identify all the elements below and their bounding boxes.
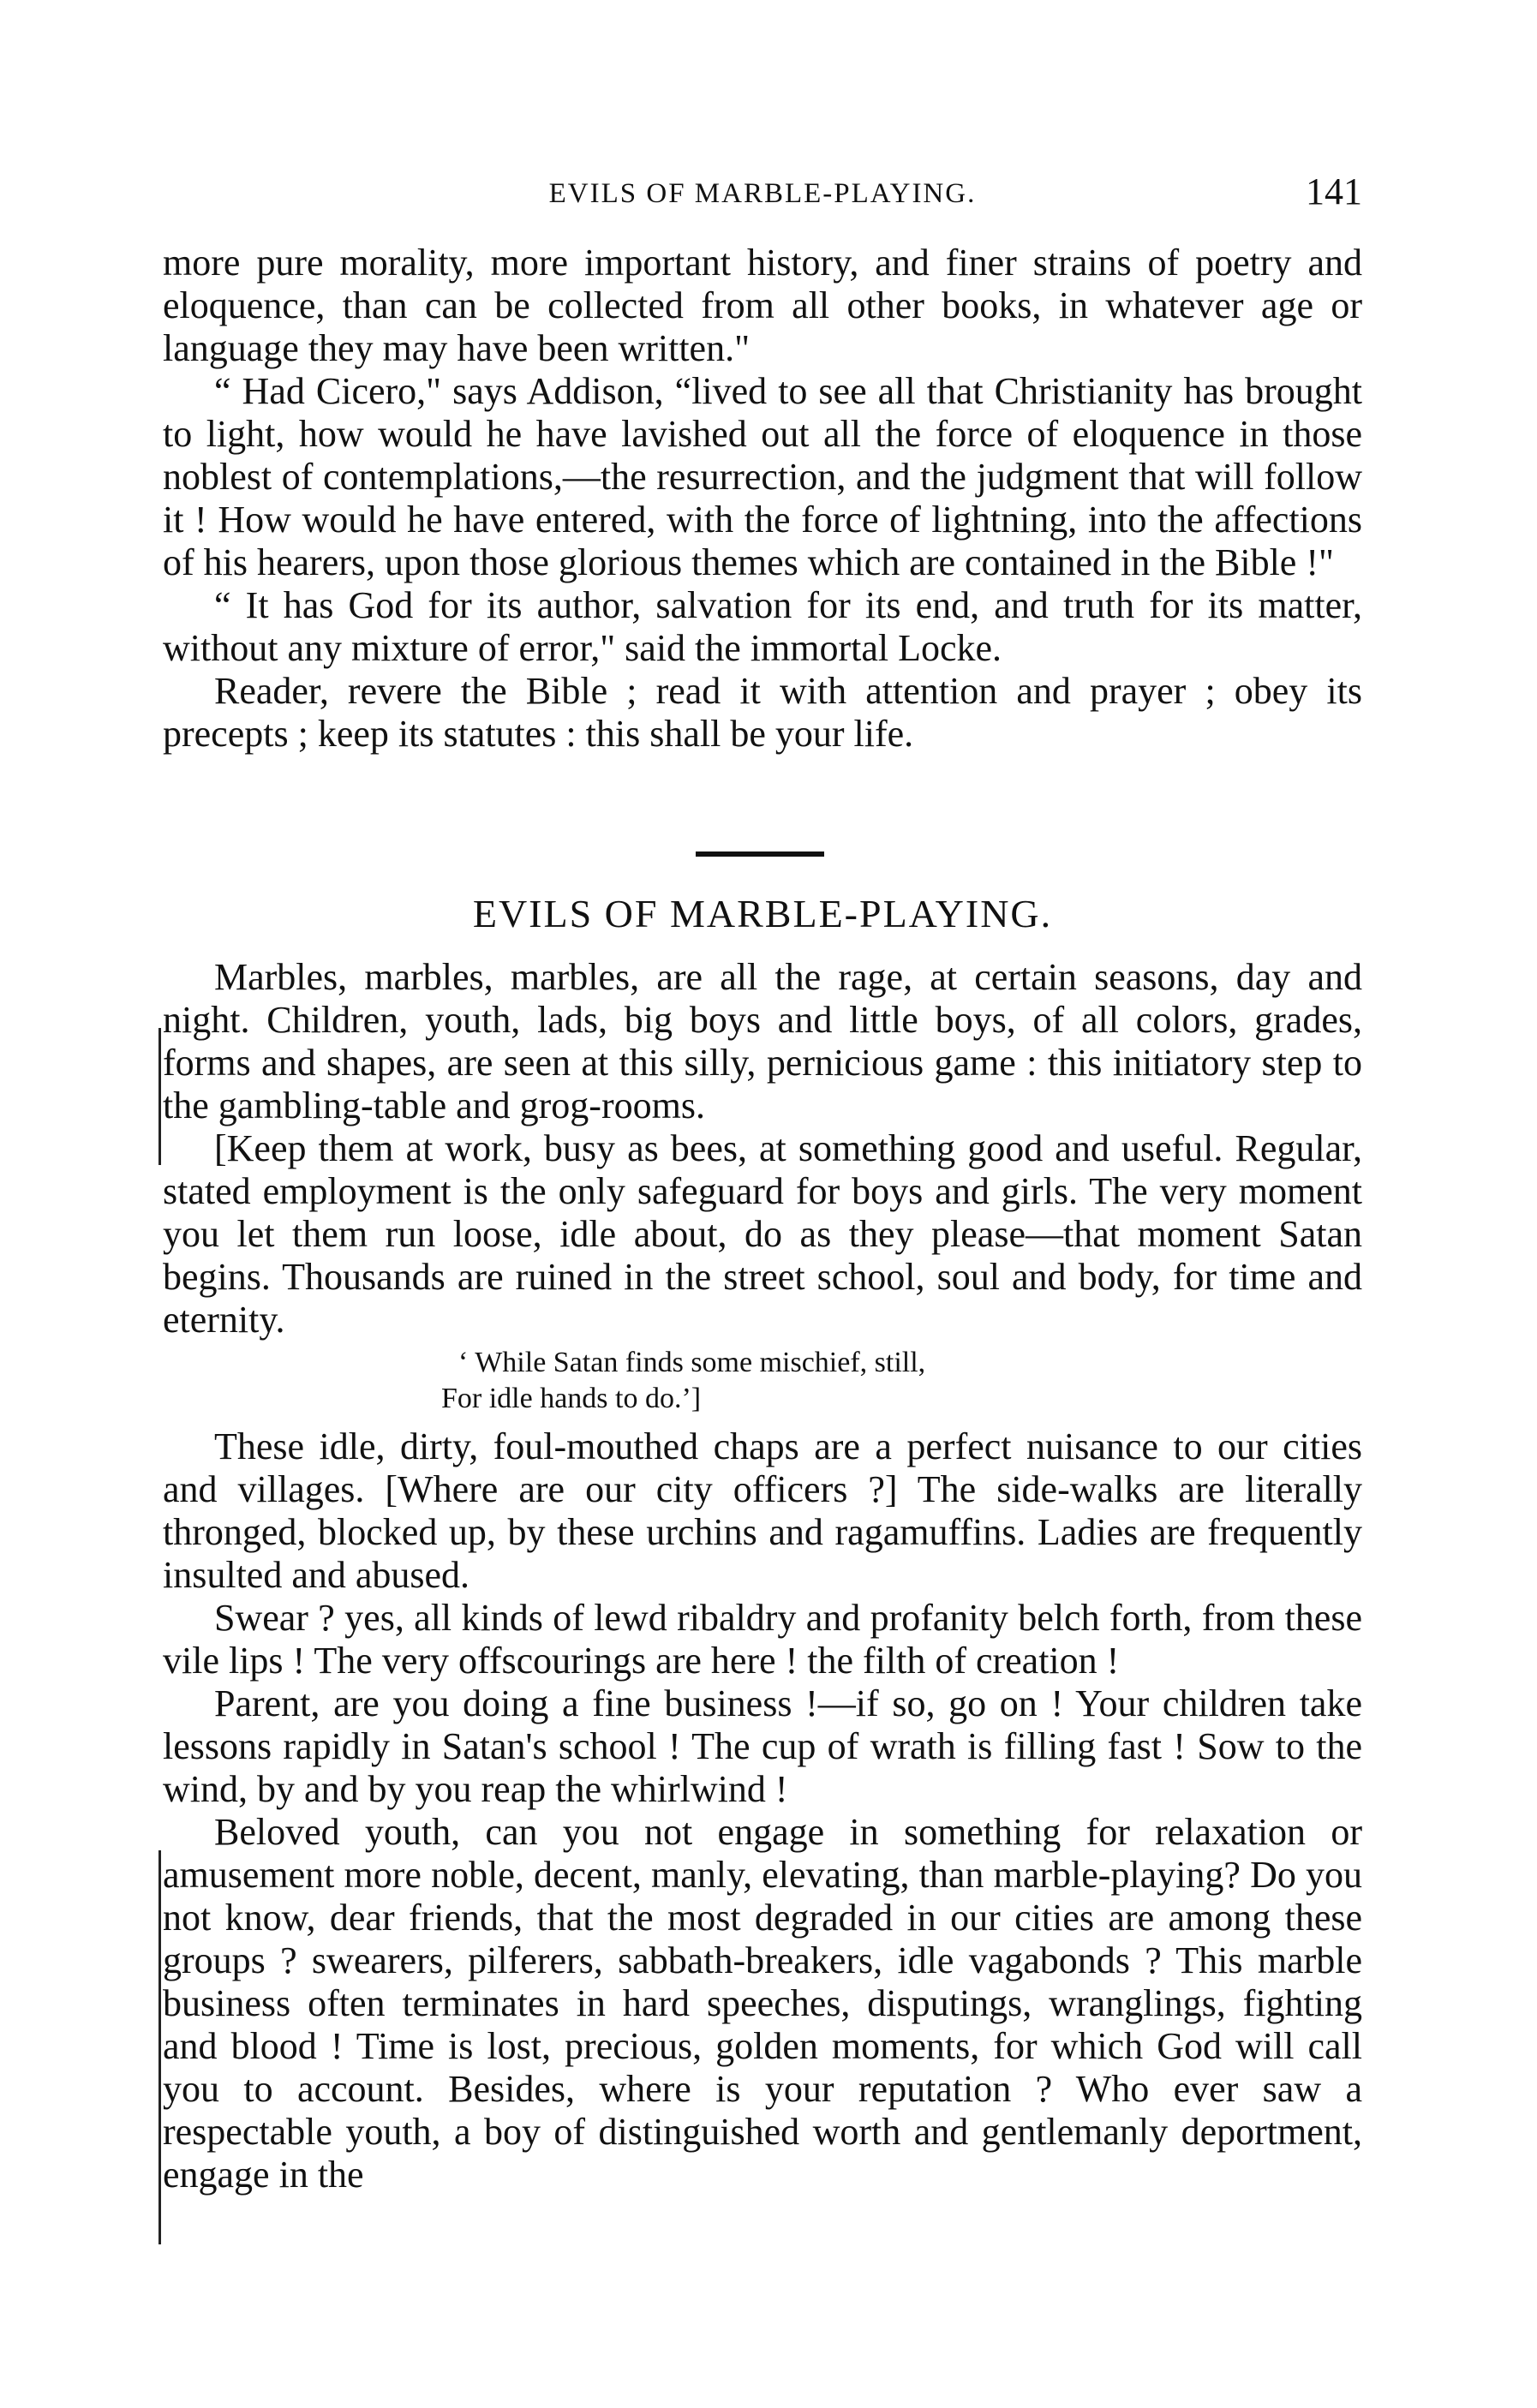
paragraph-continued: more pure morality, more important history, and finer strains of poetry and eloquence, than can be collected from all other books, in whatever age or language they may have been written."	[163, 242, 1362, 369]
running-head	[163, 170, 1362, 221]
paragraph-swear: Swear ? yes, all kinds of lewd ribaldry and profanity belch forth, from these vile lips ! The very offscourings are here ! the filth of creation !	[163, 1597, 1362, 1682]
verse-quote	[163, 1345, 1362, 1417]
section-divider-rule	[696, 851, 824, 857]
verse-line: For idle hands to do.’]	[441, 1383, 702, 1414]
page-number: 141	[1306, 170, 1362, 212]
margin-mark	[158, 1028, 161, 1165]
running-head-title: EVILS OF MARBLE-PLAYING.	[548, 178, 977, 209]
paragraph-locke-quote: “ It has God for its author, salvation for its end, and truth for its matter, without any mixture of error," said the immortal Locke.	[163, 584, 1362, 669]
paragraph-reader-exhortation: Reader, revere the Bible ; read it with attention and prayer ; obey its precepts ; keep its statutes : this shall be your life.	[163, 670, 1362, 755]
verse-line: ‘ While Satan finds some mischief, still,	[458, 1347, 926, 1378]
section-text-block-1	[163, 956, 1362, 1341]
paragraph-parent: Parent, are you doing a fine business !—if so, go on ! Your children take lessons rapidly in Satan's school ! The cup of wrath is filling fast ! Sow to the wind, by and by you reap the whirlwind !	[163, 1682, 1362, 1810]
paragraph-marbles: Marbles, marbles, marbles, are all the rage, at certain seasons, day and night. Children, youth, lads, big boys and little boys, of all colors, grades, forms and shapes, are seen at this silly, pernicious game : this initiatory step to the gambling-table and grog-rooms.	[163, 956, 1362, 1126]
margin-mark	[158, 1850, 161, 2244]
paragraph-idle-chaps: These idle, dirty, foul-mouthed chaps are a perfect nuisance to our cities and villages. [Where are our city officers ?] The side-walks are literally thronged, blocked up, by these urchins and ragamuffins. Ladies are frequently insulted and abused.	[163, 1425, 1362, 1596]
paragraph-beloved-youth: Beloved youth, can you not engage in something for relaxation or amusement more noble, decent, manly, elevating, than marble-playing? Do you not know, dear friends, that the most degraded in our cities are among these groups ? swearers, pilferers, sabbath-breakers, idle vagabonds ? This marble business often terminates in hard speeches, disputings, wranglings, fighting and blood ! Time is lost, precious, golden moments, for which God will call you to account. Besides, where is your reputation ? Who ever saw a respectable youth, a boy of distinguished worth and gentlemanly deportment, engage in the	[163, 1811, 1362, 2196]
section-heading: EVILS OF MARBLE-PLAYING.	[472, 892, 1053, 935]
top-text-block	[163, 242, 1362, 756]
section-text-block-2	[163, 1425, 1362, 2196]
paragraph-keep-them-at-work: [Keep them at work, busy as bees, at something good and useful. Regular, stated employment is the only safeguard for boys and girls. The very moment you let them run loose, idle about, do as they please—that moment Satan begins. Thousands are ruined in the street school, soul and body, for time and eternity.	[163, 1127, 1362, 1341]
paragraph-addison-quote: “ Had Cicero," says Addison, “lived to see all that Christianity has brought to light, how would he have lavished out all the force of eloquence in those noblest of contemplations,—the resurrection, and the judgment that will follow it ! How would he have entered, with the force of lightning, into the affections of his hearers, upon those glorious themes which are contained in the Bible !"	[163, 370, 1362, 583]
